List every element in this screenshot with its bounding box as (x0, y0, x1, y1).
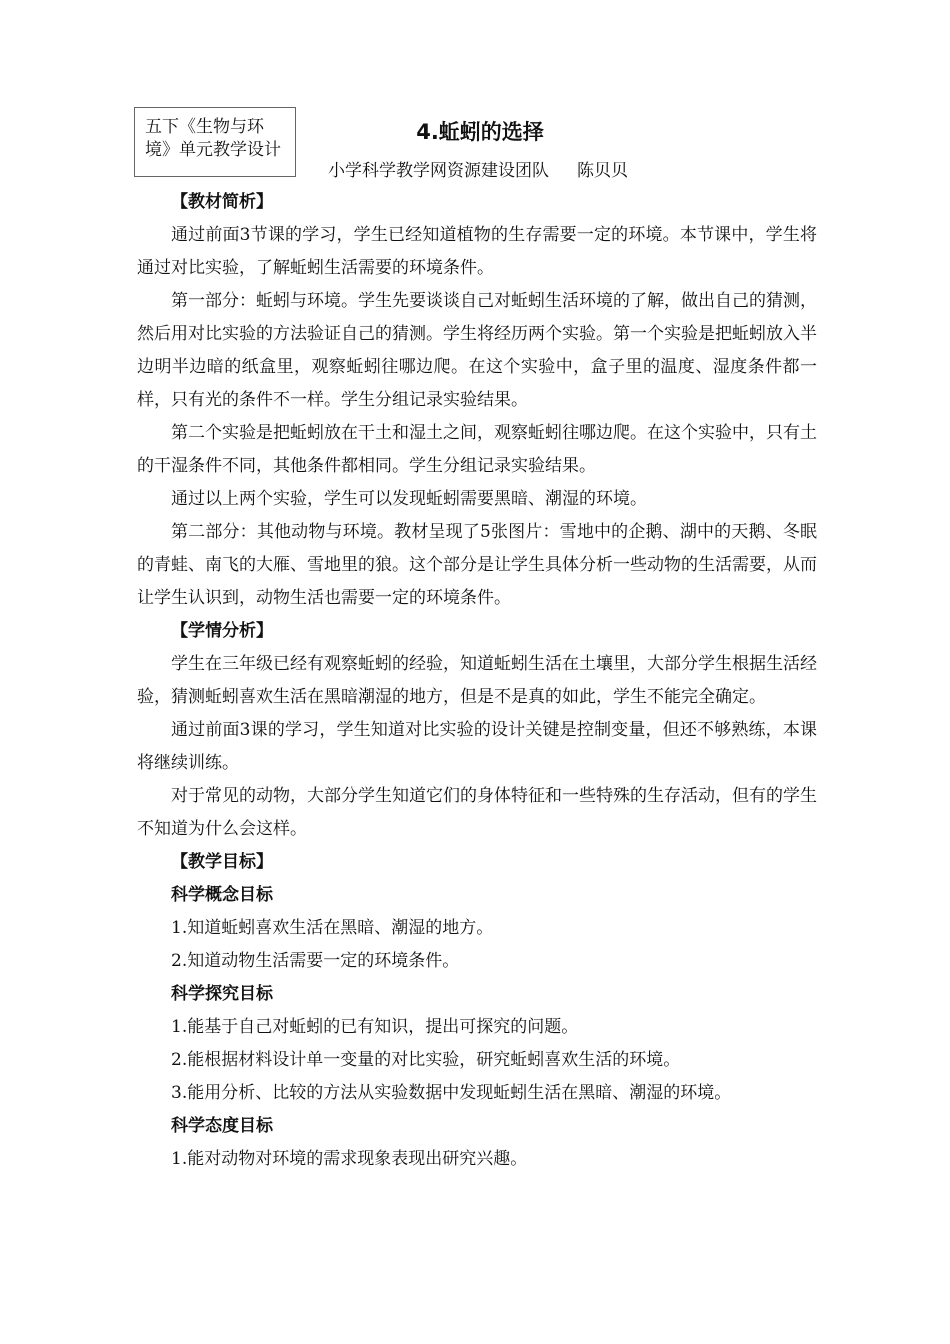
list-item: 2.知道动物生活需要一定的环境条件。 (171, 951, 460, 971)
paragraph: 第一部分：蚯蚓与环境。学生先要谈谈自己对蚯蚓生活环境的了解，做出自己的猜测，然后用对比实验的方法验证自己的猜测。学生将经历两个实验。第一个实验是把蚯蚓放入半边明半边暗的纸盒里，观察蚯蚓往哪边爬。在这个实验中，盒子里的温度、湿度条件都一样，只有光的条件不一样。学生分组记录实验结果。 (137, 291, 817, 410)
paragraph: 通过前面3课的学习，学生知道对比实验的设计关键是控制变量，但还不够熟练，本课将继续训练。 (137, 720, 817, 773)
paragraph: 第二部分：其他动物与环境。教材呈现了5张图片：雪地中的企鹅、湖中的天鹅、冬眠的青蛙、南飞的大雁、雪地里的狼。这个部分是让学生具体分析一些动物的生活需要，从而让学生认识到，动物生活也需要一定的环境条件。 (137, 522, 817, 608)
unit-label: 五下《生物与环境》单元教学设计 (145, 117, 281, 160)
list-item: 1.能基于自己对蚯蚓的已有知识，提出可探究的问题。 (171, 1017, 579, 1037)
subsection-heading: 科学概念目标 (171, 885, 273, 905)
team-name: 小学科学教学网资源建设团队 (328, 161, 549, 181)
section-heading: 【学情分析】 (171, 621, 273, 641)
paragraph: 通过以上两个实验，学生可以发现蚯蚓需要黑暗、潮湿的环境。 (171, 489, 647, 509)
author-line (328, 156, 656, 181)
paragraph: 对于常见的动物，大部分学生知道它们的身体特征和一些特殊的生存活动，但有的学生不知道为什么会这样。 (137, 786, 817, 839)
section-heading: 【教材简析】 (171, 192, 273, 212)
paragraph: 第二个实验是把蚯蚓放在干土和湿土之间，观察蚯蚓往哪边爬。在这个实验中，只有土的干湿条件不同，其他条件都相同。学生分组记录实验结果。 (137, 423, 817, 476)
list-item: 1.能对动物对环境的需求现象表现出研究兴趣。 (171, 1149, 528, 1169)
list-item: 3.能用分析、比较的方法从实验数据中发现蚯蚓生活在黑暗、潮湿的环境。 (171, 1083, 732, 1103)
unit-label-box (134, 107, 296, 177)
subsection-heading: 科学态度目标 (171, 1116, 273, 1136)
list-item: 1.知道蚯蚓喜欢生活在黑暗、潮湿的地方。 (171, 918, 494, 938)
paragraph: 学生在三年级已经有观察蚯蚓的经验，知道蚯蚓生活在土壤里，大部分学生根据生活经验，猜测蚯蚓喜欢生活在黑暗潮湿的地方，但是不是真的如此，学生不能完全确定。 (137, 654, 817, 707)
subsection-heading: 科学探究目标 (171, 984, 273, 1004)
author-name: 陈贝贝 (577, 161, 628, 181)
paragraph: 通过前面3节课的学习，学生已经知道植物的生存需要一定的环境。本节课中，学生将通过对比实验，了解蚯蚓生活需要的环境条件。 (137, 225, 817, 278)
section-heading: 【教学目标】 (171, 852, 273, 872)
page-title: 4.蚯蚓的选择 (416, 120, 544, 144)
list-item: 2.能根据材料设计单一变量的对比实验，研究蚯蚓喜欢生活的环境。 (171, 1050, 681, 1070)
document-body (137, 186, 817, 1176)
